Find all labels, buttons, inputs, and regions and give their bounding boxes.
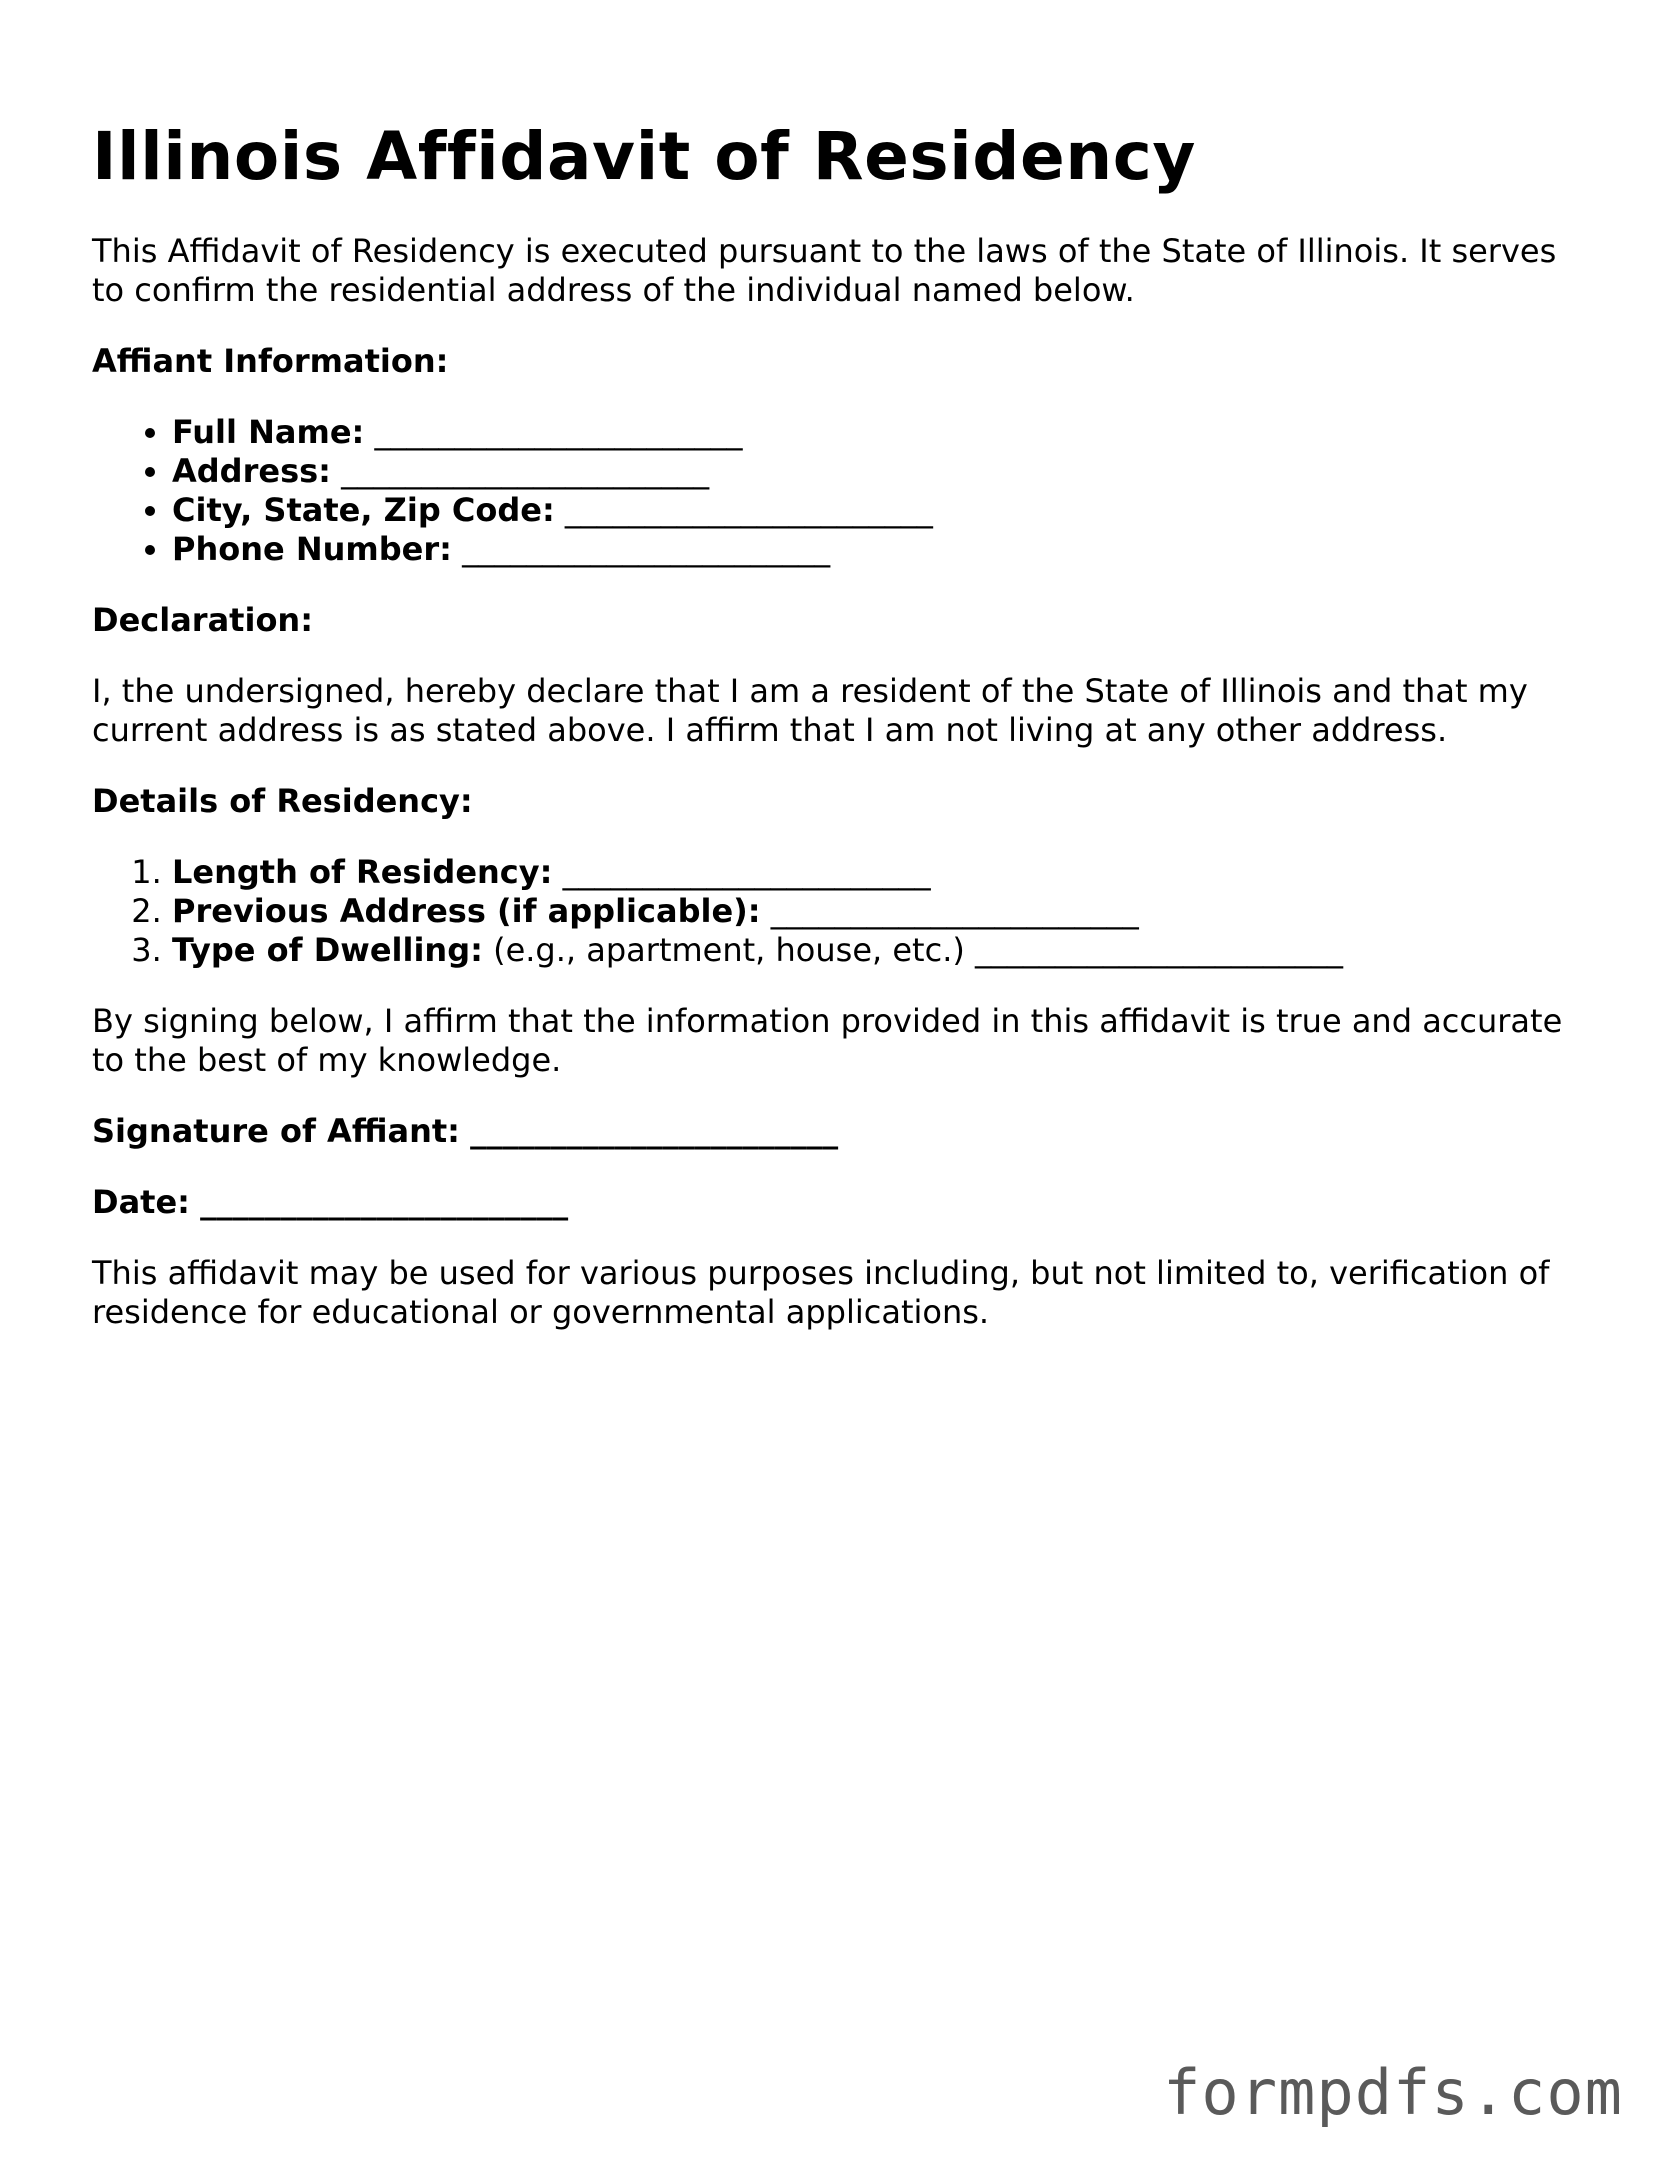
date-blank: _______________________ (200, 1183, 569, 1221)
length-of-residency-field (172, 853, 1592, 892)
type-of-dwelling-field (172, 931, 1592, 970)
city-state-zip-blank: _______________________ (564, 491, 933, 529)
residency-fields-list (92, 853, 1592, 970)
closing-paragraph: This affidavit may be used for various purposes including, but not limited to, verification of residence for educational or governmental applications. (92, 1254, 1550, 1331)
type-of-dwelling-label: Type of Dwelling: (172, 931, 483, 969)
affiant-fields-list (92, 413, 1592, 569)
signature-label: Signature of Affiant: (92, 1112, 460, 1150)
intro-paragraph: This Affidavit of Residency is executed pursuant to the laws of the State of Illinois. It serves to confirm the residential address of the individual named below. (92, 232, 1557, 309)
city-state-zip-field (172, 491, 1592, 530)
previous-address-blank: _______________________ (770, 892, 1139, 930)
city-state-zip-label: City, State, Zip Code: (172, 491, 555, 529)
type-of-dwelling-blank: _______________________ (975, 931, 1344, 969)
date-label: Date: (92, 1183, 190, 1221)
address-label: Address: (172, 452, 331, 490)
full-name-blank: _______________________ (374, 413, 743, 451)
phone-number-field (172, 530, 1592, 569)
previous-address-field (172, 892, 1592, 931)
phone-number-blank: _______________________ (462, 530, 831, 568)
address-field (172, 452, 1592, 491)
full-name-field (172, 413, 1592, 452)
document-title: Illinois Affidavit of Residency (92, 118, 1196, 195)
previous-address-label: Previous Address (if applicable): (172, 892, 761, 930)
length-of-residency-label: Length of Residency: (172, 853, 553, 891)
declaration-heading: Declaration: (92, 601, 313, 639)
watermark-text: formpdfs.com (1163, 2056, 1623, 2129)
affirmation-paragraph: By signing below, I affirm that the information provided in this affidavit is true and accurate to the best of my knowledge. (92, 1002, 1563, 1079)
full-name-label: Full Name: (172, 413, 365, 451)
date-line (92, 1183, 1592, 1222)
declaration-paragraph: I, the undersigned, hereby declare that I am a resident of the State of Illinois and that my current address is as stated above. I affirm that I am not living at any other address. (92, 672, 1528, 749)
address-blank: _______________________ (341, 452, 710, 490)
details-of-residency-heading: Details of Residency: (92, 782, 473, 820)
signature-line (92, 1112, 1592, 1151)
type-of-dwelling-note: (e.g., apartment, house, etc.) (493, 931, 965, 969)
phone-number-label: Phone Number: (172, 530, 452, 568)
signature-blank: _______________________ (470, 1112, 839, 1150)
affiant-information-heading: Affiant Information: (92, 342, 449, 380)
length-of-residency-blank: _______________________ (562, 853, 931, 891)
document-page (92, 112, 1592, 1332)
